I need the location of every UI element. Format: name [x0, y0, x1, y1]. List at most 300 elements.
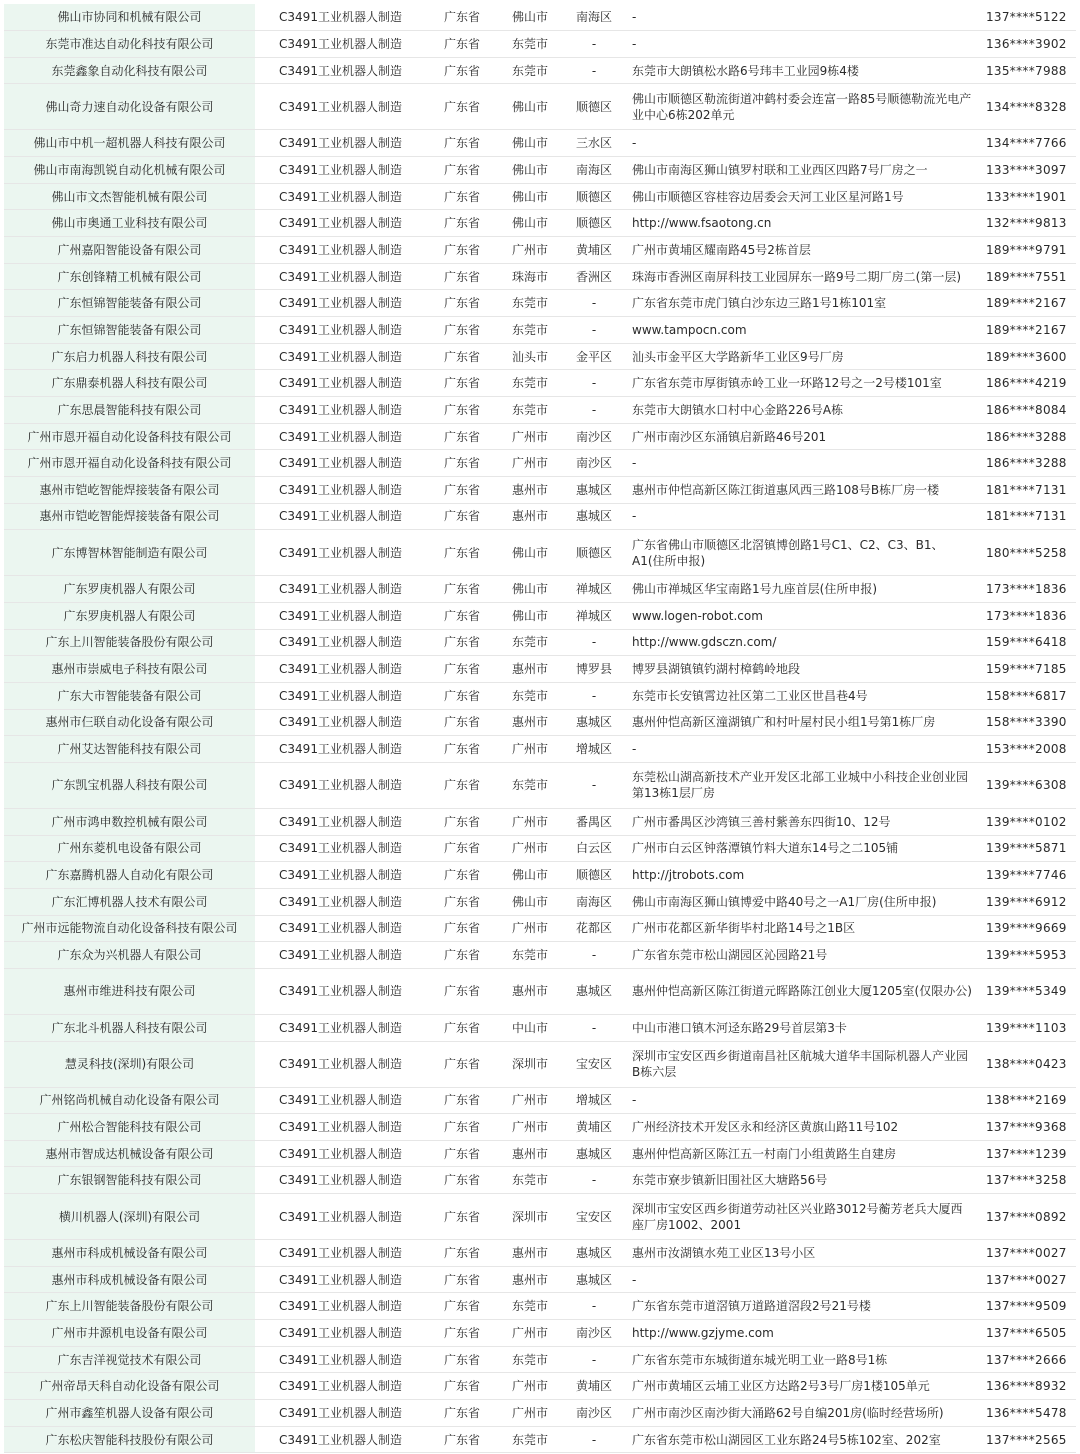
table-row: [4, 835, 1076, 862]
city-cell: 中山市: [498, 1014, 562, 1041]
city-cell: 广州市: [498, 736, 562, 763]
phone-cell: 189****7551: [980, 263, 1076, 290]
company-name-cell: 广东嘉腾机器人自动化有限公司: [4, 862, 255, 889]
company-name-cell: 广东银钢智能科技有限公司: [4, 1167, 255, 1194]
table-row: [4, 1194, 1076, 1240]
address-cell: 珠海市香洲区南屏科技工业园屏东一路9号二期厂房二(第一层): [626, 263, 980, 290]
phone-cell: 189****2167: [980, 290, 1076, 317]
company-name-cell: 广东思晨智能科技有限公司: [4, 397, 255, 424]
table-row: [4, 423, 1076, 450]
phone-cell: 132****9813: [980, 210, 1076, 237]
address-cell: 东莞松山湖高新技术产业开发区北部工业城中小科技企业创业园第13栋1层厂房: [626, 762, 980, 808]
address-cell: 惠州仲恺高新区潼湖镇广和村叶屋村民小组1号第1栋厂房: [626, 709, 980, 736]
address-cell: 广州市南沙区南沙街大涌路62号自编201房(临时经营场所): [626, 1400, 980, 1427]
province-cell: 广东省: [426, 835, 498, 862]
company-name-cell: 广东众为兴机器人有限公司: [4, 942, 255, 969]
company-name-cell: 广东松庆智能科技股份有限公司: [4, 1426, 255, 1453]
province-cell: 广东省: [426, 477, 498, 504]
industry-code-cell: C3491工业机器人制造: [255, 1320, 426, 1347]
table-row: [4, 709, 1076, 736]
phone-cell: 133****3097: [980, 157, 1076, 184]
address-cell: 东莞市长安镇霄边社区第二工业区世昌巷4号: [626, 682, 980, 709]
company-name-cell: 惠州市维进科技有限公司: [4, 968, 255, 1014]
phone-cell: 186****3288: [980, 423, 1076, 450]
industry-code-cell: C3491工业机器人制造: [255, 450, 426, 477]
district-cell: 黄埔区: [562, 1114, 626, 1141]
company-name-cell: 广州市井源机电设备有限公司: [4, 1320, 255, 1347]
company-name-cell: 佛山市南海凯锐自动化机械有限公司: [4, 157, 255, 184]
province-cell: 广东省: [426, 1167, 498, 1194]
district-cell: 南海区: [562, 888, 626, 915]
phone-cell: 189****2167: [980, 317, 1076, 344]
industry-code-cell: C3491工业机器人制造: [255, 317, 426, 344]
address-cell: 佛山市顺德区勒流街道冲鹤村委会连富一路85号顺德勒流光电产业中心6栋202单元: [626, 84, 980, 130]
province-cell: 广东省: [426, 4, 498, 31]
province-cell: 广东省: [426, 1320, 498, 1347]
address-cell: -: [626, 31, 980, 58]
city-cell: 东莞市: [498, 942, 562, 969]
province-cell: 广东省: [426, 1194, 498, 1240]
province-cell: 广东省: [426, 942, 498, 969]
table-row: [4, 477, 1076, 504]
province-cell: 广东省: [426, 762, 498, 808]
company-name-cell: 佛山市文杰智能机械有限公司: [4, 183, 255, 210]
address-cell: 惠州仲恺高新区陈江街道元晖路陈江创业大厦1205室(仅限办公): [626, 968, 980, 1014]
city-cell: 深圳市: [498, 1041, 562, 1087]
address-cell: -: [626, 130, 980, 157]
industry-code-cell: C3491工业机器人制造: [255, 503, 426, 530]
city-cell: 东莞市: [498, 762, 562, 808]
province-cell: 广东省: [426, 423, 498, 450]
phone-cell: 173****1836: [980, 576, 1076, 603]
industry-code-cell: C3491工业机器人制造: [255, 1426, 426, 1453]
address-cell: http://www.fsaotong.cn: [626, 210, 980, 237]
industry-code-cell: C3491工业机器人制造: [255, 835, 426, 862]
industry-code-cell: C3491工业机器人制造: [255, 57, 426, 84]
phone-cell: 159****7185: [980, 656, 1076, 683]
phone-cell: 181****7131: [980, 503, 1076, 530]
company-name-cell: 惠州市崇威电子科技有限公司: [4, 656, 255, 683]
company-name-cell: 广州帝昂天科自动化设备有限公司: [4, 1373, 255, 1400]
industry-code-cell: C3491工业机器人制造: [255, 1140, 426, 1167]
company-name-cell: 广东恒锦智能装备有限公司: [4, 290, 255, 317]
industry-code-cell: C3491工业机器人制造: [255, 1167, 426, 1194]
address-cell: 惠州市汝湖镇水苑工业区13号小区: [626, 1240, 980, 1267]
industry-code-cell: C3491工业机器人制造: [255, 370, 426, 397]
district-cell: 惠城区: [562, 477, 626, 504]
company-name-cell: 佛山奇力速自动化设备有限公司: [4, 84, 255, 130]
district-cell: 博罗县: [562, 656, 626, 683]
company-table: [4, 4, 1076, 1453]
phone-cell: 189****3600: [980, 343, 1076, 370]
province-cell: 广东省: [426, 370, 498, 397]
district-cell: 增城区: [562, 736, 626, 763]
city-cell: 佛山市: [498, 862, 562, 889]
city-cell: 东莞市: [498, 1167, 562, 1194]
industry-code-cell: C3491工业机器人制造: [255, 130, 426, 157]
district-cell: -: [562, 317, 626, 344]
table-row: [4, 263, 1076, 290]
table-row: [4, 503, 1076, 530]
city-cell: 东莞市: [498, 31, 562, 58]
address-cell: -: [626, 736, 980, 763]
address-cell: www.logen-robot.com: [626, 602, 980, 629]
table-row: [4, 450, 1076, 477]
address-cell: http://www.gzjyme.com: [626, 1320, 980, 1347]
district-cell: -: [562, 682, 626, 709]
address-cell: 广州市白云区钟落潭镇竹料大道东14号之二105铺: [626, 835, 980, 862]
address-cell: 佛山市南海区狮山镇罗村联和工业西区四路7号厂房之一: [626, 157, 980, 184]
province-cell: 广东省: [426, 862, 498, 889]
company-name-cell: 广东罗庚机器人有限公司: [4, 602, 255, 629]
city-cell: 汕头市: [498, 343, 562, 370]
phone-cell: 189****9791: [980, 237, 1076, 264]
city-cell: 东莞市: [498, 629, 562, 656]
industry-code-cell: C3491工业机器人制造: [255, 762, 426, 808]
address-cell: 广东省佛山市顺德区北滘镇博创路1号C1、C2、C3、B1、A1(住所申报): [626, 530, 980, 576]
city-cell: 惠州市: [498, 656, 562, 683]
city-cell: 广州市: [498, 808, 562, 835]
province-cell: 广东省: [426, 237, 498, 264]
company-name-cell: 广州市远能物流自动化设备科技有限公司: [4, 915, 255, 942]
district-cell: 惠城区: [562, 709, 626, 736]
city-cell: 佛山市: [498, 576, 562, 603]
city-cell: 广州市: [498, 1087, 562, 1114]
district-cell: -: [562, 1426, 626, 1453]
table-row: [4, 1114, 1076, 1141]
industry-code-cell: C3491工业机器人制造: [255, 629, 426, 656]
table-row: [4, 736, 1076, 763]
district-cell: 黄埔区: [562, 237, 626, 264]
table-row: [4, 1293, 1076, 1320]
city-cell: 广州市: [498, 1114, 562, 1141]
address-cell: http://jtrobots.com: [626, 862, 980, 889]
company-name-cell: 广东汇博机器人技术有限公司: [4, 888, 255, 915]
phone-cell: 158****6817: [980, 682, 1076, 709]
city-cell: 佛山市: [498, 157, 562, 184]
industry-code-cell: C3491工业机器人制造: [255, 1346, 426, 1373]
table-row: [4, 1426, 1076, 1453]
industry-code-cell: C3491工业机器人制造: [255, 1014, 426, 1041]
table-row: [4, 370, 1076, 397]
address-cell: 东莞市大朗镇水口村中心金路226号A栋: [626, 397, 980, 424]
province-cell: 广东省: [426, 602, 498, 629]
table-row: [4, 942, 1076, 969]
phone-cell: 133****1901: [980, 183, 1076, 210]
company-name-cell: 惠州市科成机械设备有限公司: [4, 1266, 255, 1293]
phone-cell: 180****5258: [980, 530, 1076, 576]
phone-cell: 137****0892: [980, 1194, 1076, 1240]
phone-cell: 139****0102: [980, 808, 1076, 835]
industry-code-cell: C3491工业机器人制造: [255, 1194, 426, 1240]
table-row: [4, 808, 1076, 835]
company-name-cell: 广东罗庚机器人有限公司: [4, 576, 255, 603]
district-cell: 增城区: [562, 1087, 626, 1114]
phone-cell: 137****1239: [980, 1140, 1076, 1167]
city-cell: 东莞市: [498, 397, 562, 424]
phone-cell: 136****8932: [980, 1373, 1076, 1400]
table-row: [4, 57, 1076, 84]
address-cell: 广州市花都区新华街毕村北路14号之1B区: [626, 915, 980, 942]
table-row: [4, 1400, 1076, 1427]
city-cell: 东莞市: [498, 57, 562, 84]
table-row: [4, 210, 1076, 237]
province-cell: 广东省: [426, 210, 498, 237]
city-cell: 广州市: [498, 423, 562, 450]
table-row: [4, 576, 1076, 603]
district-cell: -: [562, 1346, 626, 1373]
city-cell: 广州市: [498, 237, 562, 264]
district-cell: 顺德区: [562, 183, 626, 210]
phone-cell: 137****9509: [980, 1293, 1076, 1320]
industry-code-cell: C3491工业机器人制造: [255, 237, 426, 264]
city-cell: 惠州市: [498, 968, 562, 1014]
industry-code-cell: C3491工业机器人制造: [255, 656, 426, 683]
company-name-cell: 广州市鑫笙机器人设备有限公司: [4, 1400, 255, 1427]
table-row: [4, 915, 1076, 942]
industry-code-cell: C3491工业机器人制造: [255, 397, 426, 424]
table-row: [4, 1167, 1076, 1194]
province-cell: 广东省: [426, 1041, 498, 1087]
district-cell: 南沙区: [562, 423, 626, 450]
company-name-cell: 佛山市奥通工业科技有限公司: [4, 210, 255, 237]
province-cell: 广东省: [426, 263, 498, 290]
phone-cell: 159****6418: [980, 629, 1076, 656]
district-cell: 南沙区: [562, 450, 626, 477]
industry-code-cell: C3491工业机器人制造: [255, 808, 426, 835]
district-cell: 顺德区: [562, 530, 626, 576]
province-cell: 广东省: [426, 1140, 498, 1167]
district-cell: -: [562, 1167, 626, 1194]
company-name-cell: 广东凯宝机器人科技有限公司: [4, 762, 255, 808]
phone-cell: 139****5953: [980, 942, 1076, 969]
company-table-body: [4, 4, 1076, 1453]
phone-cell: 138****2169: [980, 1087, 1076, 1114]
phone-cell: 186****8084: [980, 397, 1076, 424]
phone-cell: 137****0027: [980, 1266, 1076, 1293]
phone-cell: 135****7988: [980, 57, 1076, 84]
industry-code-cell: C3491工业机器人制造: [255, 862, 426, 889]
phone-cell: 137****6505: [980, 1320, 1076, 1347]
province-cell: 广东省: [426, 397, 498, 424]
company-name-cell: 广州市鸿申数控机械有限公司: [4, 808, 255, 835]
company-name-cell: 广东大市智能装备有限公司: [4, 682, 255, 709]
industry-code-cell: C3491工业机器人制造: [255, 682, 426, 709]
province-cell: 广东省: [426, 183, 498, 210]
district-cell: 惠城区: [562, 1266, 626, 1293]
city-cell: 惠州市: [498, 503, 562, 530]
table-row: [4, 1240, 1076, 1267]
province-cell: 广东省: [426, 682, 498, 709]
address-cell: 佛山市南海区狮山镇博爱中路40号之一A1厂房(住所申报): [626, 888, 980, 915]
table-row: [4, 130, 1076, 157]
district-cell: 南海区: [562, 4, 626, 31]
company-table-container: [4, 4, 1076, 1453]
industry-code-cell: C3491工业机器人制造: [255, 1240, 426, 1267]
district-cell: 南沙区: [562, 1400, 626, 1427]
province-cell: 广东省: [426, 1426, 498, 1453]
city-cell: 惠州市: [498, 709, 562, 736]
province-cell: 广东省: [426, 84, 498, 130]
table-row: [4, 4, 1076, 31]
district-cell: 金平区: [562, 343, 626, 370]
table-row: [4, 656, 1076, 683]
city-cell: 佛山市: [498, 530, 562, 576]
company-name-cell: 广东鼎泰机器人科技有限公司: [4, 370, 255, 397]
address-cell: 深圳市宝安区西乡街道南昌社区航城大道华丰国际机器人产业园B栋六层: [626, 1041, 980, 1087]
address-cell: 惠州市仲恺高新区陈江街道惠风西三路108号B栋厂房一楼: [626, 477, 980, 504]
city-cell: 广州市: [498, 1373, 562, 1400]
district-cell: 顺德区: [562, 862, 626, 889]
province-cell: 广东省: [426, 1266, 498, 1293]
district-cell: 白云区: [562, 835, 626, 862]
district-cell: -: [562, 31, 626, 58]
address-cell: 广州市番禺区沙湾镇三善村紫善东四街10、12号: [626, 808, 980, 835]
table-row: [4, 602, 1076, 629]
industry-code-cell: C3491工业机器人制造: [255, 942, 426, 969]
phone-cell: 186****4219: [980, 370, 1076, 397]
city-cell: 广州市: [498, 1320, 562, 1347]
table-row: [4, 762, 1076, 808]
district-cell: 顺德区: [562, 84, 626, 130]
address-cell: www.tampocn.com: [626, 317, 980, 344]
district-cell: 宝安区: [562, 1194, 626, 1240]
phone-cell: 136****5478: [980, 1400, 1076, 1427]
district-cell: 南沙区: [562, 1320, 626, 1347]
address-cell: 博罗县湖镇镇钓湖村樟鹤岭地段: [626, 656, 980, 683]
company-name-cell: 广州市恩开福自动化设备科技有限公司: [4, 423, 255, 450]
province-cell: 广东省: [426, 290, 498, 317]
address-cell: 广东省东莞市厚街镇赤岭工业一环路12号之一2号楼101室: [626, 370, 980, 397]
city-cell: 珠海市: [498, 263, 562, 290]
province-cell: 广东省: [426, 1400, 498, 1427]
city-cell: 东莞市: [498, 1293, 562, 1320]
address-cell: 广东省东莞市虎门镇白沙东边三路1号1栋101室: [626, 290, 980, 317]
industry-code-cell: C3491工业机器人制造: [255, 290, 426, 317]
table-row: [4, 1320, 1076, 1347]
industry-code-cell: C3491工业机器人制造: [255, 1114, 426, 1141]
phone-cell: 153****2008: [980, 736, 1076, 763]
company-name-cell: 惠州市科成机械设备有限公司: [4, 1240, 255, 1267]
company-name-cell: 广东启力机器人科技有限公司: [4, 343, 255, 370]
address-cell: 广东省东莞市道滘镇万道路道滘段2号21号楼: [626, 1293, 980, 1320]
district-cell: -: [562, 1293, 626, 1320]
industry-code-cell: C3491工业机器人制造: [255, 31, 426, 58]
table-row: [4, 317, 1076, 344]
phone-cell: 181****7131: [980, 477, 1076, 504]
industry-code-cell: C3491工业机器人制造: [255, 1087, 426, 1114]
province-cell: 广东省: [426, 57, 498, 84]
industry-code-cell: C3491工业机器人制造: [255, 1041, 426, 1087]
province-cell: 广东省: [426, 656, 498, 683]
table-row: [4, 629, 1076, 656]
address-cell: 深圳市宝安区西乡街道劳动社区兴业路3012号蘅芳老兵大厦西座厂房1002、2001: [626, 1194, 980, 1240]
province-cell: 广东省: [426, 530, 498, 576]
company-name-cell: 佛山市中机一超机器人科技有限公司: [4, 130, 255, 157]
city-cell: 惠州市: [498, 1140, 562, 1167]
district-cell: 顺德区: [562, 210, 626, 237]
company-name-cell: 广州铭尚机械自动化设备有限公司: [4, 1087, 255, 1114]
company-name-cell: 广东上川智能装备股份有限公司: [4, 629, 255, 656]
phone-cell: 158****3390: [980, 709, 1076, 736]
industry-code-cell: C3491工业机器人制造: [255, 888, 426, 915]
province-cell: 广东省: [426, 968, 498, 1014]
phone-cell: 139****6308: [980, 762, 1076, 808]
phone-cell: 134****7766: [980, 130, 1076, 157]
phone-cell: 139****9669: [980, 915, 1076, 942]
district-cell: 三水区: [562, 130, 626, 157]
city-cell: 佛山市: [498, 888, 562, 915]
city-cell: 佛山市: [498, 4, 562, 31]
phone-cell: 137****5122: [980, 4, 1076, 31]
province-cell: 广东省: [426, 157, 498, 184]
phone-cell: 134****8328: [980, 84, 1076, 130]
address-cell: 广州市黄埔区云埔工业区方达路2号3号厂房1楼105单元: [626, 1373, 980, 1400]
city-cell: 东莞市: [498, 370, 562, 397]
district-cell: 惠城区: [562, 503, 626, 530]
table-row: [4, 862, 1076, 889]
industry-code-cell: C3491工业机器人制造: [255, 477, 426, 504]
district-cell: -: [562, 1014, 626, 1041]
phone-cell: 173****1836: [980, 602, 1076, 629]
province-cell: 广东省: [426, 317, 498, 344]
industry-code-cell: C3491工业机器人制造: [255, 210, 426, 237]
province-cell: 广东省: [426, 736, 498, 763]
city-cell: 东莞市: [498, 1426, 562, 1453]
phone-cell: 137****2565: [980, 1426, 1076, 1453]
address-cell: 佛山市禅城区华宝南路1号九座首层(住所申报): [626, 576, 980, 603]
district-cell: 香洲区: [562, 263, 626, 290]
table-row: [4, 31, 1076, 58]
industry-code-cell: C3491工业机器人制造: [255, 968, 426, 1014]
district-cell: -: [562, 629, 626, 656]
phone-cell: 139****5349: [980, 968, 1076, 1014]
city-cell: 广州市: [498, 835, 562, 862]
table-row: [4, 1014, 1076, 1041]
company-name-cell: 慧灵科技(深圳)有限公司: [4, 1041, 255, 1087]
address-cell: 广州经济技术开发区永和经济区黄旗山路11号102: [626, 1114, 980, 1141]
address-cell: 惠州仲恺高新区陈江五一村南门小组黄路生自建房: [626, 1140, 980, 1167]
table-row: [4, 290, 1076, 317]
company-name-cell: 惠州市铠屹智能焊接装备有限公司: [4, 477, 255, 504]
phone-cell: 137****3258: [980, 1167, 1076, 1194]
district-cell: 番禺区: [562, 808, 626, 835]
company-name-cell: 东莞鑫象自动化科技有限公司: [4, 57, 255, 84]
phone-cell: 138****0423: [980, 1041, 1076, 1087]
province-cell: 广东省: [426, 576, 498, 603]
table-row: [4, 1140, 1076, 1167]
city-cell: 佛山市: [498, 602, 562, 629]
district-cell: 花都区: [562, 915, 626, 942]
city-cell: 佛山市: [498, 210, 562, 237]
industry-code-cell: C3491工业机器人制造: [255, 84, 426, 130]
city-cell: 惠州市: [498, 1240, 562, 1267]
city-cell: 广州市: [498, 915, 562, 942]
industry-code-cell: C3491工业机器人制造: [255, 157, 426, 184]
city-cell: 深圳市: [498, 1194, 562, 1240]
province-cell: 广东省: [426, 1240, 498, 1267]
province-cell: 广东省: [426, 629, 498, 656]
address-cell: -: [626, 4, 980, 31]
phone-cell: 139****5871: [980, 835, 1076, 862]
city-cell: 佛山市: [498, 130, 562, 157]
table-row: [4, 397, 1076, 424]
city-cell: 东莞市: [498, 317, 562, 344]
company-name-cell: 惠州市铠屹智能焊接装备有限公司: [4, 503, 255, 530]
address-cell: 广州市黄埔区耀南路45号2栋首层: [626, 237, 980, 264]
company-name-cell: 广东吉洋视觉技术有限公司: [4, 1346, 255, 1373]
company-name-cell: 广东恒锦智能装备有限公司: [4, 317, 255, 344]
